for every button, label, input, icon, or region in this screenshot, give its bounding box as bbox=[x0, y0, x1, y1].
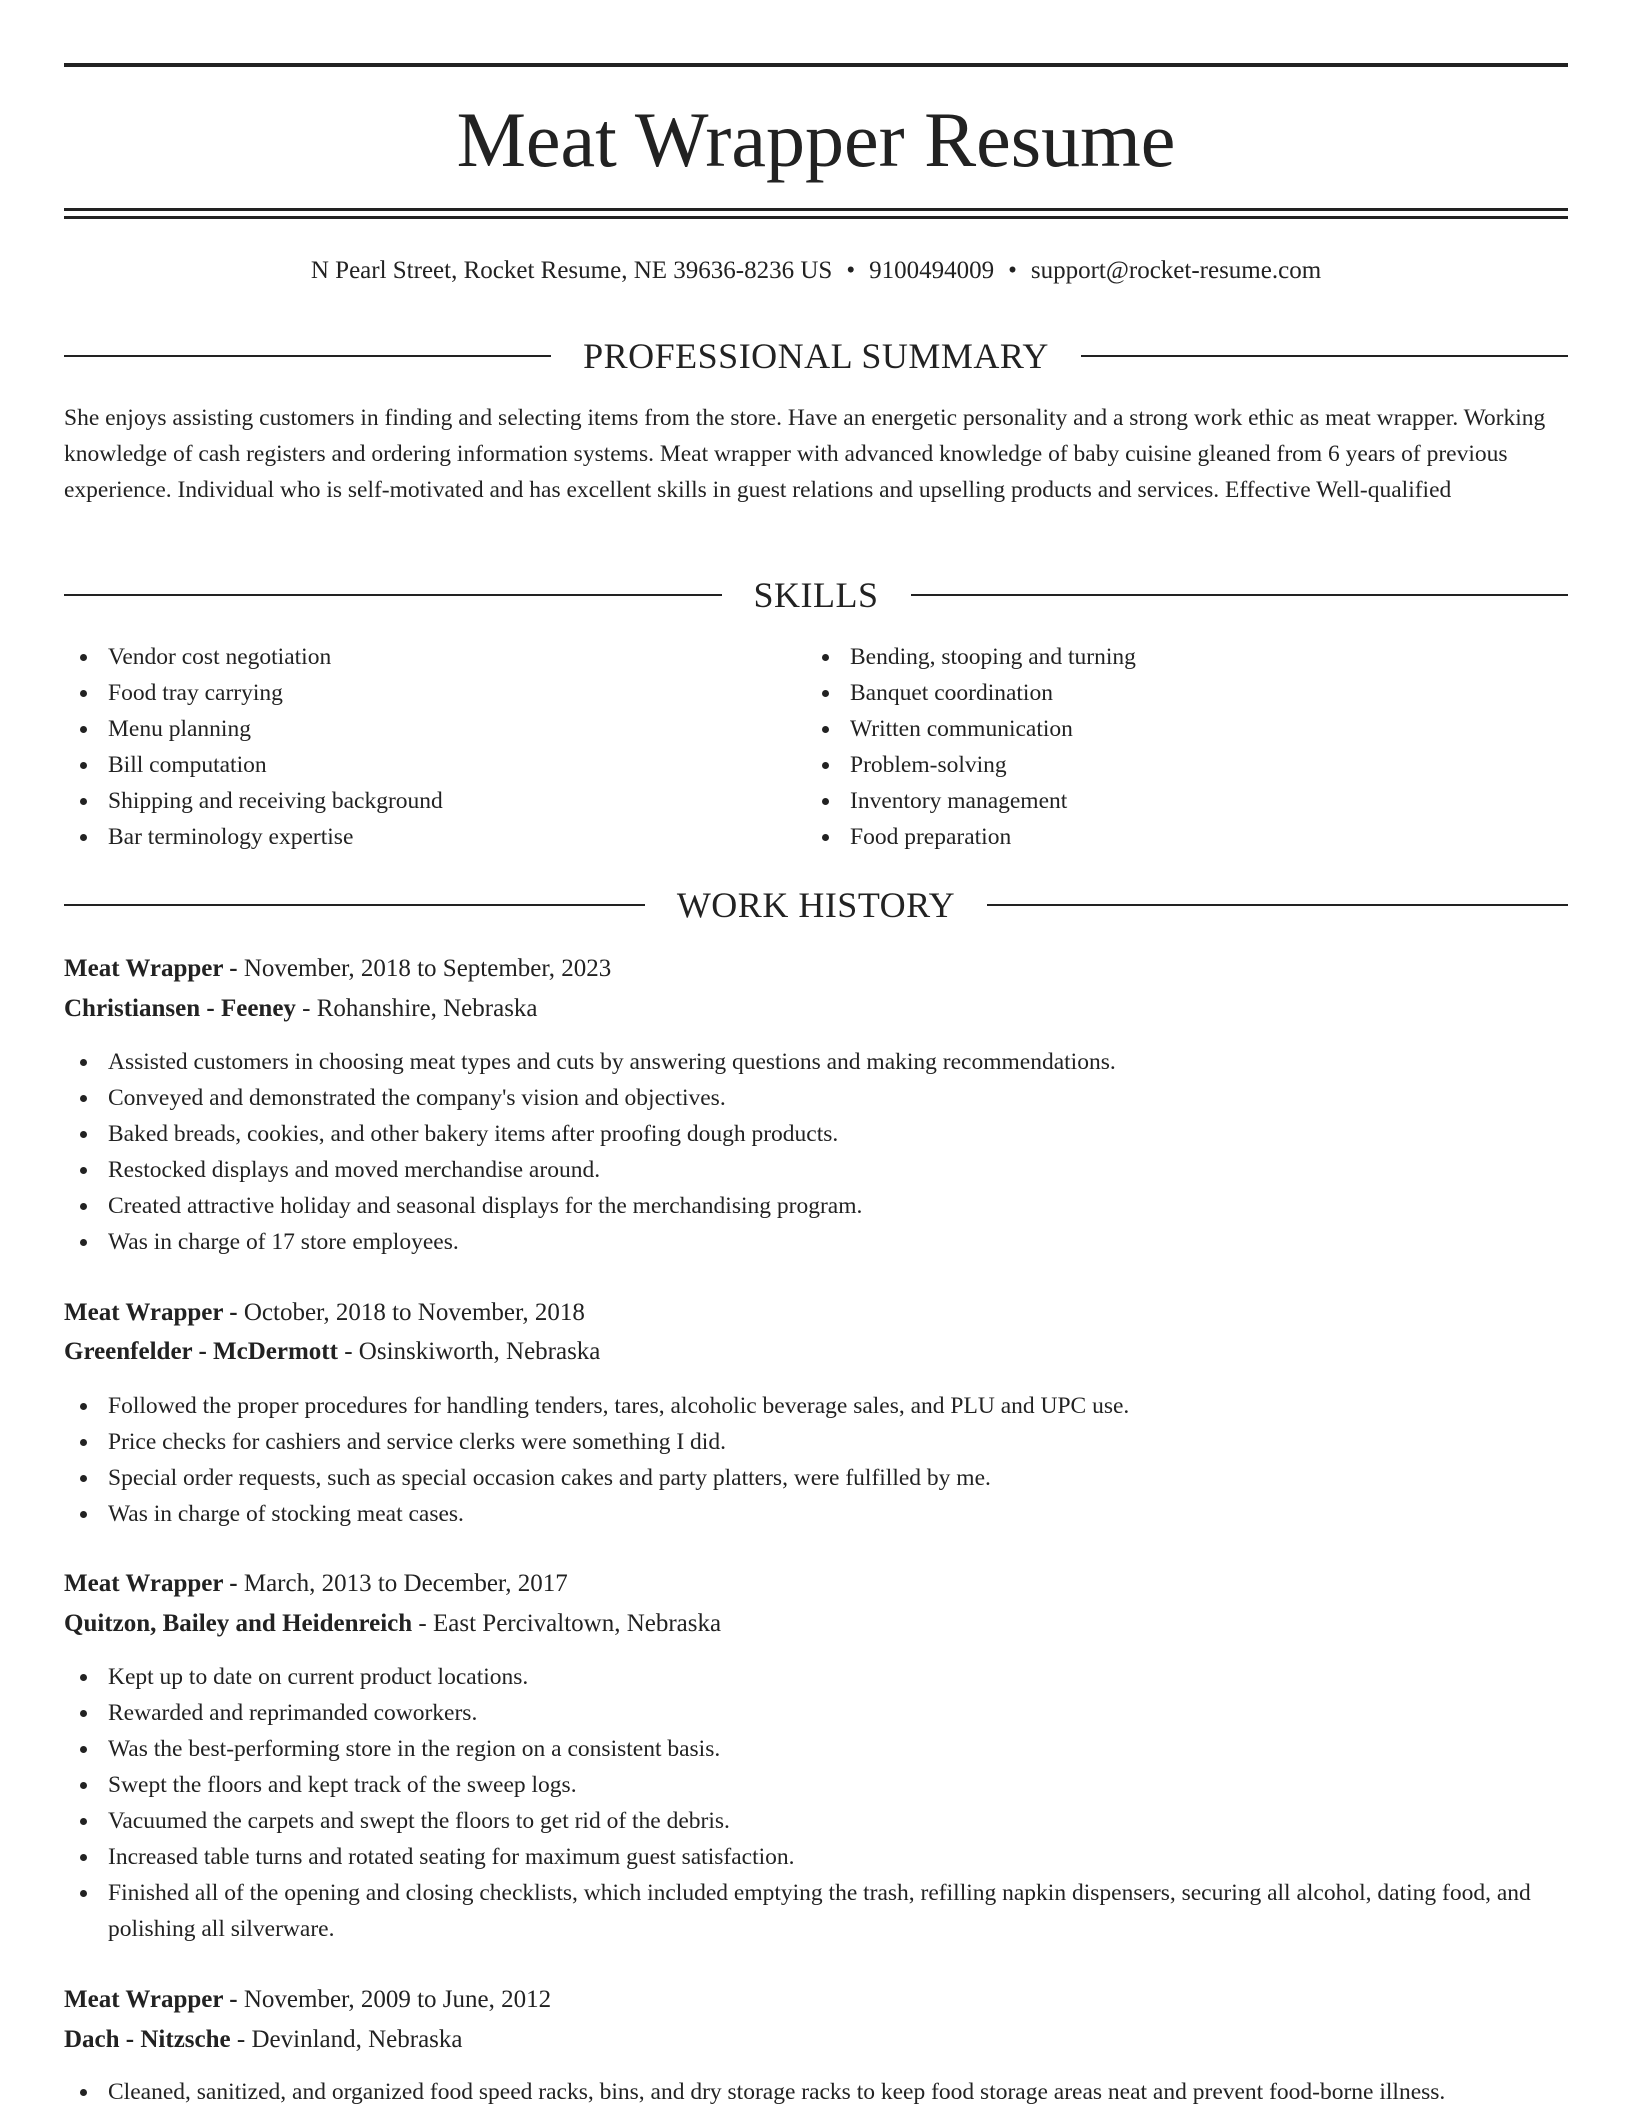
skills-section-heading bbox=[64, 573, 1568, 617]
job-title-line bbox=[64, 951, 1568, 987]
skill-item: Food tray carrying bbox=[64, 675, 804, 711]
job-bullet: Special order requests, such as special occasion cakes and party platters, were fulfilled by me. bbox=[64, 1460, 1568, 1496]
job-bullet: Swept the floors and kept track of the sweep logs. bbox=[64, 1767, 1568, 1803]
summary-heading-label: PROFESSIONAL SUMMARY bbox=[583, 336, 1049, 376]
skill-item: Bar terminology expertise bbox=[64, 819, 804, 855]
heading-rule bbox=[64, 594, 722, 596]
job-bullet: Conveyed and demonstrated the company's vision and objectives. bbox=[64, 1080, 1568, 1116]
resume-title: Meat Wrapper Resume bbox=[456, 96, 1176, 183]
heading-rule bbox=[1081, 355, 1568, 357]
job-company: Dach - Nitzsche bbox=[64, 2026, 231, 2053]
job-bullet: Assisted customers in choosing meat types and cuts by answering questions and making recommendations. bbox=[64, 1044, 1568, 1080]
job-title: Meat Wrapper bbox=[64, 1299, 224, 1326]
skill-item: Inventory management bbox=[806, 783, 1568, 819]
job-dates: November, 2009 to June, 2012 bbox=[243, 1986, 552, 2013]
job-company-line bbox=[64, 991, 1568, 1027]
job-bullet-list bbox=[64, 1659, 1568, 1947]
job-title-dash: - bbox=[223, 1986, 244, 2013]
job-title: Meat Wrapper bbox=[64, 1570, 224, 1597]
heading-rule bbox=[64, 904, 645, 906]
job-bullet: Cleaned, sanitized, and organized food speed racks, bins, and dry storage racks to keep food storage areas neat and prevent food-borne illness. bbox=[64, 2074, 1568, 2110]
skill-item: Problem-solving bbox=[806, 747, 1568, 783]
contact-phone: 9100494009 bbox=[869, 257, 995, 284]
job-dates: October, 2018 to November, 2018 bbox=[243, 1299, 585, 1326]
job-company-line bbox=[64, 1606, 1568, 1642]
contact-separator: • bbox=[1008, 257, 1017, 284]
job-bullet: Was the best-performing store in the region on a consistent basis. bbox=[64, 1731, 1568, 1767]
job-company-dash: - bbox=[412, 1610, 433, 1637]
top-rule bbox=[64, 63, 1568, 67]
contact-email[interactable]: support@rocket-resume.com bbox=[1030, 257, 1322, 284]
skill-item: Menu planning bbox=[64, 711, 804, 747]
job-bullet-list bbox=[64, 2074, 1568, 2110]
job-company-dash: - bbox=[295, 995, 317, 1022]
job-bullet-list bbox=[64, 1388, 1568, 1532]
job-bullet: Rewarded and reprimanded coworkers. bbox=[64, 1695, 1568, 1731]
skill-item: Bill computation bbox=[64, 747, 804, 783]
job-company-line bbox=[64, 2022, 1568, 2058]
job-bullet: Baked breads, cookies, and other bakery items after proofing dough products. bbox=[64, 1116, 1568, 1152]
skill-item: Banquet coordination bbox=[806, 675, 1568, 711]
job-dates: November, 2018 to September, 2023 bbox=[243, 955, 612, 982]
job-location: Rohanshire, Nebraska bbox=[316, 995, 538, 1022]
job-company-dash: - bbox=[230, 2026, 252, 2053]
job-title-dash: - bbox=[223, 1570, 244, 1597]
job-bullet: Restocked displays and moved merchandise around. bbox=[64, 1152, 1568, 1188]
skill-item: Food preparation bbox=[806, 819, 1568, 855]
contact-line bbox=[64, 254, 1568, 288]
heading-rule bbox=[911, 594, 1569, 596]
job-title: Meat Wrapper bbox=[64, 1986, 224, 2013]
skills-list-right bbox=[806, 639, 1568, 855]
job-bullet: Vacuumed the carpets and swept the floors to get rid of the debris. bbox=[64, 1803, 1568, 1839]
job-dates: March, 2013 to December, 2017 bbox=[243, 1570, 568, 1597]
job-bullet-list bbox=[64, 1044, 1568, 1260]
job-title: Meat Wrapper bbox=[64, 955, 224, 982]
skill-item: Vendor cost negotiation bbox=[64, 639, 804, 675]
summary-section-heading bbox=[64, 334, 1568, 378]
job-bullet: Was in charge of stocking meat cases. bbox=[64, 1496, 1568, 1532]
skill-item: Written communication bbox=[806, 711, 1568, 747]
job-company: Greenfelder - McDermott bbox=[64, 1338, 338, 1365]
title-double-rule-upper bbox=[64, 208, 1568, 211]
job-company-line bbox=[64, 1334, 1568, 1370]
job-location: Osinskiworth, Nebraska bbox=[358, 1338, 601, 1365]
summary-paragraph: She enjoys assisting customers in finding and selecting items from the store. Have an energetic personality and a strong work ethic as meat wrapper. Working knowledge of cash registers and ordering information systems. Meat wrapper with advanced knowledge of baby cuisine gleaned from 6 years of previous experience. Individual who is self-motivated and has excellent skills in guest relations and upselling products and services. Effective Well-qualified bbox=[64, 405, 1546, 503]
skill-item: Shipping and receiving background bbox=[64, 783, 804, 819]
job-bullet: Kept up to date on current product locations. bbox=[64, 1659, 1568, 1695]
job-bullet: Created attractive holiday and seasonal displays for the merchandising program. bbox=[64, 1188, 1568, 1224]
job-title-dash: - bbox=[223, 955, 244, 982]
job-company: Christiansen - Feeney bbox=[64, 995, 296, 1022]
job-bullet: Increased table turns and rotated seating for maximum guest satisfaction. bbox=[64, 1839, 1568, 1875]
job-title-line bbox=[64, 1566, 1568, 1602]
job-company: Quitzon, Bailey and Heidenreich bbox=[64, 1610, 413, 1637]
job-title-line bbox=[64, 1295, 1568, 1331]
skills-list-left bbox=[64, 639, 804, 855]
skill-item: Bending, stooping and turning bbox=[806, 639, 1568, 675]
heading-rule bbox=[987, 904, 1568, 906]
work-history-section-heading bbox=[64, 883, 1568, 927]
job-location: East Percivaltown, Nebraska bbox=[433, 1610, 722, 1637]
job-bullet: Followed the proper procedures for handling tenders, tares, alcoholic beverage sales, and PLU and UPC use. bbox=[64, 1388, 1568, 1424]
job-location: Devinland, Nebraska bbox=[251, 2026, 463, 2053]
job-title-line bbox=[64, 1982, 1568, 2018]
heading-rule bbox=[64, 355, 551, 357]
job-company-dash: - bbox=[337, 1338, 359, 1365]
work-history-heading-label: WORK HISTORY bbox=[676, 885, 956, 925]
job-title-dash: - bbox=[223, 1299, 244, 1326]
job-bullet: Finished all of the opening and closing checklists, which included emptying the trash, refilling napkin dispensers, securing all alcohol, dating food, and polishing all silverware. bbox=[64, 1875, 1568, 1947]
job-bullet: Was in charge of 17 store employees. bbox=[64, 1224, 1568, 1260]
skills-heading-label: SKILLS bbox=[753, 575, 879, 615]
title-double-rule-lower bbox=[64, 216, 1568, 219]
contact-separator: • bbox=[846, 257, 856, 284]
job-bullet: Price checks for cashiers and service clerks were something I did. bbox=[64, 1424, 1568, 1460]
contact-address: N Pearl Street, Rocket Resume, NE 39636-8236 US bbox=[310, 257, 833, 284]
